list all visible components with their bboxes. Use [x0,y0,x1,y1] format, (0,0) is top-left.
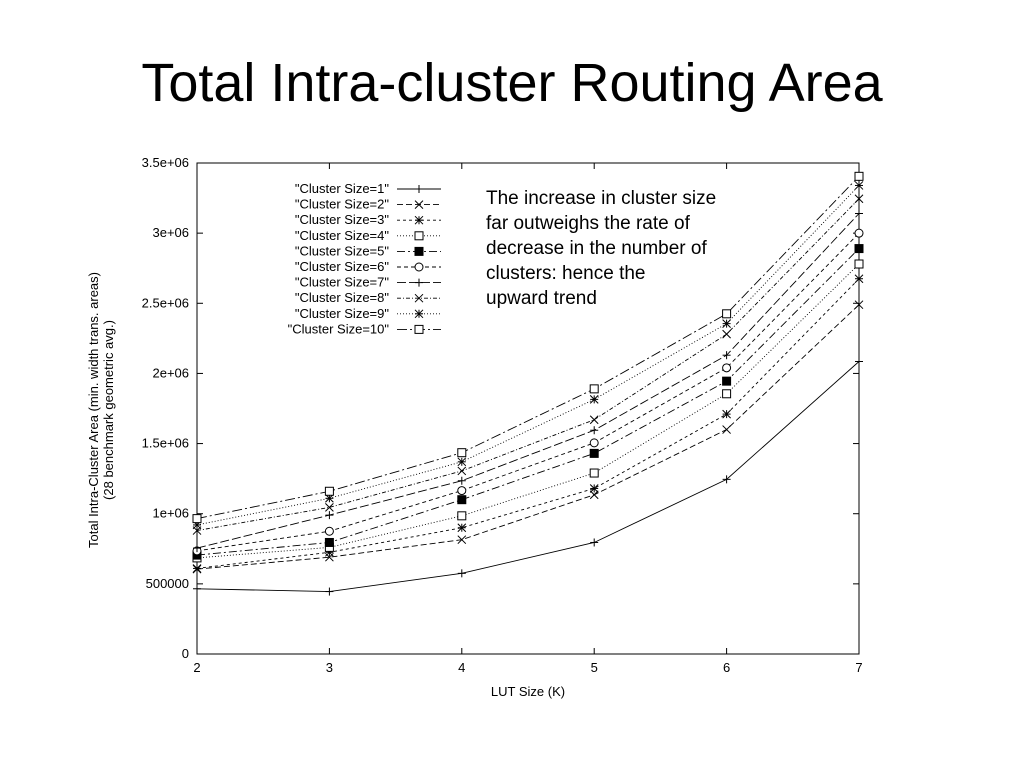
legend-label: "Cluster Size=8" [294,290,389,306]
data-point [723,410,731,418]
annotation-line: decrease in the number of [486,238,707,259]
data-point [415,216,423,224]
data-point [855,229,863,237]
data-point [590,426,598,434]
data-point [193,515,201,523]
data-point [415,185,423,193]
data-point [415,263,423,271]
y-axis-label: Total Intra-Cluster Area (min. width trans. areas) [86,272,101,548]
data-point [458,487,466,495]
data-point [415,247,423,255]
data-point [458,524,466,532]
data-point [415,325,423,333]
y-tick-label: 1e+06 [152,505,189,521]
annotation-line: clusters: hence the [486,263,646,284]
data-point [415,279,423,287]
series [193,275,863,573]
data-point [193,585,201,593]
data-point [325,538,333,546]
data-point [855,245,863,253]
data-point [590,484,598,492]
data-point [723,320,731,328]
data-point [458,449,466,457]
legend-label: "Cluster Size=6" [294,259,389,274]
data-point [458,477,466,485]
data-point [590,469,598,477]
data-point [193,564,201,572]
annotation-text [486,186,776,311]
data-point [723,310,731,318]
legend-label: "Cluster Size=7" [294,274,389,290]
data-point [458,467,466,475]
data-point [723,390,731,398]
data-point [855,172,863,180]
data-point [590,439,598,447]
legend-label: "Cluster Size=10" [287,321,389,337]
data-point [590,538,598,546]
data-point [325,527,333,535]
x-tick-label: 6 [722,660,731,675]
annotation-line: far outweighs the rate of [486,213,690,234]
legend-label: "Cluster Size=3" [294,212,389,228]
legend-label: "Cluster Size=1" [294,181,389,196]
series-line [197,305,859,569]
y-tick-label: 500000 [145,575,189,591]
data-point [855,181,863,189]
y-tick-label: 1.5e+06 [141,435,189,451]
data-point [458,569,466,577]
data-point [590,395,598,403]
data-point [325,487,333,495]
data-point [458,458,466,466]
y-axis-label-2: (28 benchmark geometric avg.) [101,320,116,500]
y-tick-label: 2e+06 [152,365,189,381]
legend [288,181,441,336]
legend-label: "Cluster Size=9" [294,305,389,321]
series [193,301,863,573]
y-tick-label: 3e+06 [152,225,189,241]
data-point [590,416,598,424]
x-tick-label: 5 [590,660,598,675]
x-axis-label: LUT Size (K) [490,684,566,699]
data-point [723,426,731,434]
data-point [855,275,863,283]
annotation-line: upward trend [486,288,597,309]
data-point [723,330,731,338]
data-point [325,503,333,511]
x-tick-label: 4 [458,660,466,675]
legend-label: "Cluster Size=5" [294,243,389,259]
data-point [325,511,333,519]
data-point [325,588,333,596]
data-point [590,449,598,457]
y-tick-label: 2.5e+06 [141,295,189,311]
data-point [415,232,423,240]
y-tick-label: 3.5e+06 [141,155,189,170]
legend-label: "Cluster Size=4" [294,227,389,243]
x-tick-label: 3 [325,660,334,675]
data-point [415,310,423,318]
y-tick-label: 0 [181,646,189,661]
slide-title: Total Intra-cluster Routing Area [141,53,883,113]
data-point [458,496,466,504]
data-point [590,385,598,393]
data-point [855,260,863,268]
data-point [723,377,731,385]
data-point [458,512,466,520]
data-point [723,364,731,372]
annotation-line: The increase in cluster size [486,188,717,209]
x-tick-label: 2 [193,660,201,675]
legend-label: "Cluster Size=2" [294,196,389,212]
x-tick-label: 7 [855,660,863,675]
